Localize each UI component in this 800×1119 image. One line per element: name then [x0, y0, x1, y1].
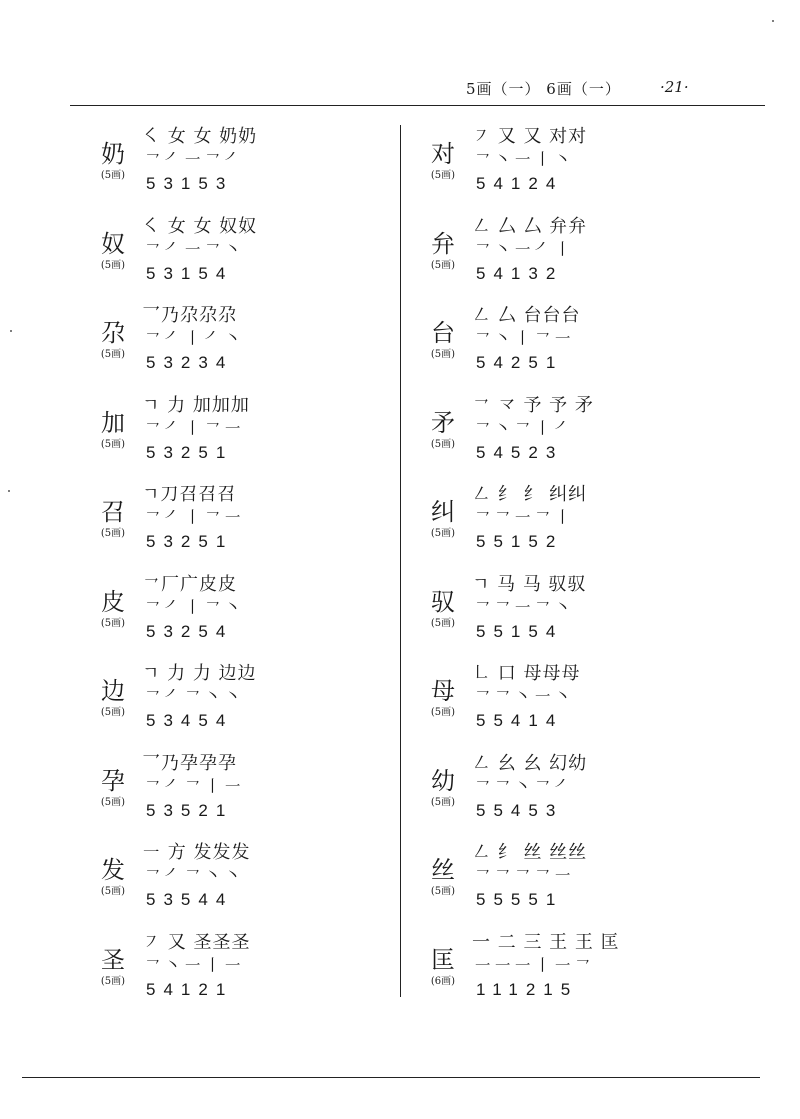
- stroke-count-label: (5画): [430, 170, 456, 181]
- headword-character: 幼: [431, 766, 455, 795]
- stroke-marks: ㇖㇒㇑㇖㇔: [144, 597, 244, 618]
- stroke-marks: ㇖㇒㇖㇔㇔: [144, 687, 244, 707]
- headword-character: 对: [431, 140, 455, 168]
- stroke-codes: 53254: [146, 621, 234, 641]
- writing-sequence: ㇗ 口 母母母: [472, 663, 581, 684]
- stroke-codes: 53251: [146, 442, 234, 462]
- page-header: [0, 78, 800, 102]
- headword-character: 边: [101, 677, 125, 705]
- headword-character: 奶: [101, 140, 125, 168]
- stroke-count-label: (5画): [430, 796, 456, 808]
- character-entry: [420, 928, 740, 1018]
- stroke-codes: 53153: [146, 174, 234, 193]
- stroke-codes: 55453: [476, 800, 564, 820]
- stroke-count-label: (5画): [430, 259, 456, 271]
- headword-character: 奴: [101, 229, 125, 258]
- character-entry: [90, 928, 410, 1018]
- stroke-marks: ㇖㇔㇐㇑㇔: [474, 150, 574, 170]
- headword-character: 驭: [431, 587, 455, 616]
- character-entry: [420, 749, 740, 839]
- character-entry: [90, 749, 410, 839]
- stroke-count-label: (5画): [430, 349, 456, 360]
- headword-character: 纠: [431, 498, 455, 526]
- stroke-count-label: (6画): [430, 975, 456, 987]
- scan-speck: [772, 20, 774, 22]
- headword-character: 尕: [101, 319, 125, 347]
- character-entry: [420, 570, 740, 660]
- page-number: ·21·: [660, 78, 689, 96]
- character-entry: [420, 122, 740, 212]
- stroke-count-label: (5画): [100, 796, 126, 808]
- stroke-marks: ㇖㇒㇑㇖㇐: [144, 508, 244, 528]
- stroke-marks: ㇖㇒㇑㇖㇐: [144, 418, 244, 439]
- headword-character: 矛: [431, 408, 455, 437]
- headword-character: 圣: [101, 945, 125, 974]
- writing-sequence: 乛乃孕孕孕: [142, 752, 237, 774]
- writing-sequence: 一 二 三 王 王 匡: [472, 931, 620, 953]
- headword-character: 台: [431, 319, 455, 347]
- stroke-marks: ㇖㇒㇐㇖㇔: [144, 239, 244, 260]
- headword-character: 加: [101, 408, 125, 437]
- stroke-count-label: (5画): [100, 707, 126, 718]
- header-rule: [70, 105, 765, 106]
- stroke-count-label: (5画): [430, 617, 456, 629]
- character-entry: [90, 838, 410, 928]
- stroke-codes: 111215: [476, 979, 579, 999]
- stroke-marks: ㇖㇒㇖㇔㇔: [144, 866, 244, 886]
- stroke-codes: 54132: [476, 263, 564, 283]
- stroke-codes: 54251: [476, 353, 564, 372]
- character-entry: [420, 838, 740, 928]
- stroke-marks: ㇖㇒㇖㇑㇐: [144, 776, 244, 797]
- stroke-codes: 53521: [146, 800, 234, 820]
- stroke-marks: ㇖㇔㇑㇖㇐: [474, 329, 574, 349]
- stroke-codes: 54523: [476, 442, 564, 462]
- writing-sequence: ㇛ 女 女 奴奴: [142, 215, 258, 237]
- stroke-codes: 53454: [146, 711, 234, 730]
- writing-sequence: ㇜ 厶 厶 弁弁: [472, 215, 588, 237]
- headword-character: 母: [431, 677, 455, 705]
- stroke-count-label: (5画): [430, 707, 456, 718]
- character-entry: [90, 122, 410, 212]
- writing-sequence: ㇜ 幺 幺 幻幼: [472, 752, 588, 774]
- stroke-count-label: (5画): [100, 617, 126, 629]
- character-entry: [420, 212, 740, 302]
- writing-sequence: 乛乃尕尕尕: [142, 305, 237, 326]
- stroke-count-label: (5画): [100, 349, 126, 360]
- headword-character: 皮: [101, 587, 125, 616]
- stroke-count-label: (5画): [100, 528, 126, 539]
- stroke-marks: ㇖㇒㇐㇖㇒: [144, 150, 244, 170]
- character-entry: [90, 570, 410, 660]
- character-entry: [420, 480, 740, 570]
- stroke-marks: ㇖㇔㇐㇒㇑: [474, 239, 574, 260]
- stroke-count-label: (5画): [430, 528, 456, 539]
- headword-character: 召: [101, 498, 125, 526]
- character-entry: [420, 659, 740, 749]
- headword-character: 丝: [431, 856, 455, 884]
- right-column: [420, 122, 740, 1017]
- stroke-codes: 55154: [476, 621, 564, 641]
- stroke-count-label: (5画): [100, 438, 126, 450]
- stroke-codes: 55414: [476, 711, 564, 730]
- left-column: [90, 122, 410, 1017]
- writing-sequence: ㇜ 厶 台台台: [472, 305, 581, 326]
- character-entry: [90, 659, 410, 749]
- writing-sequence: ㇐ 方 发发发: [142, 842, 251, 863]
- scan-speck: [10, 330, 12, 332]
- writing-sequence: ㇜ 纟 丝 丝丝: [472, 842, 588, 863]
- stroke-marks: ㇖㇔㇖㇑㇒: [474, 418, 574, 439]
- stroke-codes: 54121: [146, 979, 234, 999]
- writing-sequence: ㇛ 女 女 奶奶: [142, 126, 258, 147]
- stroke-marks: ㇐㇐㇐㇑㇐㇖: [474, 955, 594, 976]
- stroke-marks: ㇖㇖㇐㇖㇑: [474, 508, 574, 528]
- stroke-marks: ㇖㇖㇖㇖㇐: [474, 866, 574, 886]
- stroke-codes: 54124: [476, 174, 564, 193]
- writing-sequence: ㄱ 马 马 驭驭: [472, 573, 587, 595]
- stroke-codes: 53234: [146, 353, 234, 372]
- stroke-marks: ㇖㇖㇐㇖㇔: [474, 597, 574, 618]
- stroke-codes: 55152: [476, 532, 564, 551]
- character-entry: [90, 391, 410, 481]
- writing-sequence: ㄱ 力 加加加: [142, 394, 250, 416]
- stroke-marks: ㇖㇔㇐㇑㇐: [144, 955, 244, 976]
- stroke-range-label: 5画（一） 6画（一）: [466, 80, 621, 98]
- headword-character: 弁: [431, 229, 455, 258]
- headword-character: 孕: [101, 766, 125, 795]
- writing-sequence: ㄱ刀召召召: [142, 484, 237, 505]
- stroke-count-label: (5画): [100, 886, 126, 897]
- stroke-count-label: (5画): [100, 975, 126, 987]
- headword-character: 匡: [431, 945, 455, 974]
- stroke-count-label: (5画): [100, 170, 126, 181]
- character-entry: [90, 212, 410, 302]
- stroke-count-label: (5画): [100, 259, 126, 271]
- writing-sequence: ㇇ 又 又 对对: [472, 126, 588, 147]
- writing-sequence: ㇖ 龴 予 予 矛: [472, 394, 594, 416]
- stroke-codes: 55551: [476, 890, 564, 909]
- scan-speck: [8, 490, 10, 492]
- writing-sequence: ㇖厂广皮皮: [142, 573, 237, 595]
- character-entry: [420, 391, 740, 481]
- stroke-marks: ㇖㇒㇑㇒㇔: [144, 329, 244, 349]
- writing-sequence: ㄱ 力 力 边边: [142, 663, 257, 684]
- column-divider: [400, 125, 401, 997]
- character-entry: [420, 301, 740, 391]
- stroke-count-label: (5画): [430, 438, 456, 450]
- stroke-codes: 53251: [146, 532, 234, 551]
- stroke-count-label: (5画): [430, 886, 456, 897]
- stroke-codes: 53154: [146, 263, 234, 283]
- writing-sequence: ㇜ 纟 纟 纠纠: [472, 484, 588, 505]
- character-entry: [90, 301, 410, 391]
- writing-sequence: ㇇ 又 圣圣圣: [142, 931, 251, 953]
- character-entry: [90, 480, 410, 570]
- headword-character: 发: [101, 856, 125, 884]
- footer-rule: [22, 1077, 760, 1078]
- stroke-marks: ㇖㇖㇔㇐㇔: [474, 687, 574, 707]
- stroke-marks: ㇖㇖㇔㇖㇒: [474, 776, 574, 797]
- stroke-codes: 53544: [146, 890, 234, 909]
